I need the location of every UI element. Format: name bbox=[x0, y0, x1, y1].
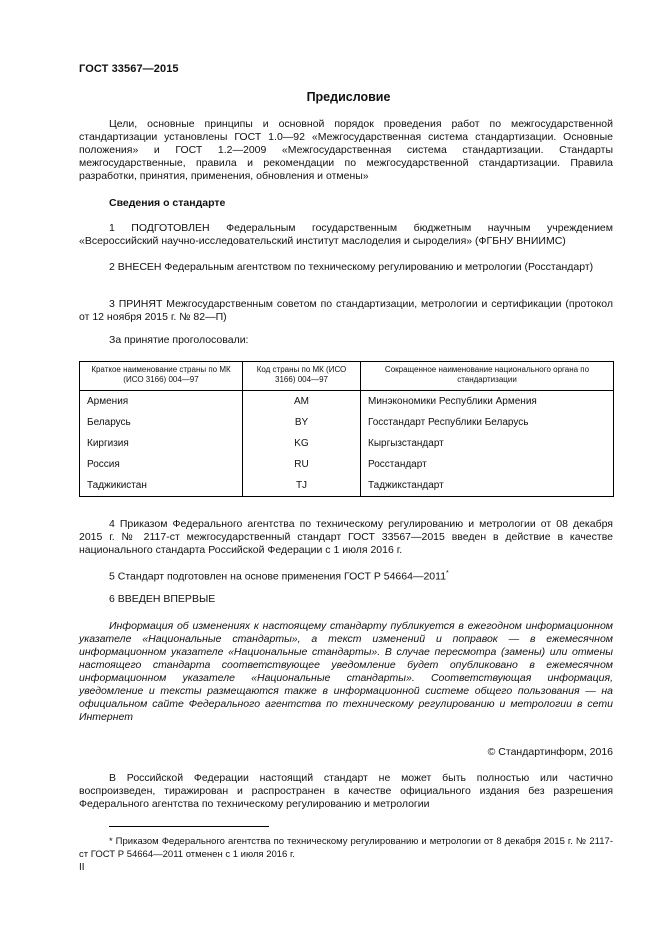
footnote bbox=[79, 835, 613, 861]
item-prepared bbox=[79, 222, 613, 248]
table-row bbox=[80, 391, 614, 413]
copyright: © Стандартинформ, 2016 bbox=[487, 746, 613, 758]
section-title: Сведения о стандарте bbox=[109, 197, 226, 209]
header-body: Сокращенное наименование национального органа по стандартизации bbox=[361, 362, 614, 391]
item-introduced-text: 2 ВНЕСЕН Федеральным агентством по техническому регулированию и метрологии (Росстандарт) bbox=[109, 261, 594, 273]
cell-country: Таджикистан bbox=[80, 475, 243, 497]
item-basis-text: 5 Стандарт подготовлен на основе применения ГОСТ Р 54664—2011 bbox=[109, 570, 447, 583]
footnote-mark: * bbox=[446, 570, 449, 577]
reproduction-notice bbox=[79, 772, 613, 811]
table-row bbox=[80, 475, 614, 497]
page-title-text: Предисловие bbox=[306, 90, 391, 104]
item-adopted-text: 3 ПРИНЯТ Межгосударственным советом по стандартизации, метрологии и сертификации (протокол от 12 ноября 2015 г. № 82—П) bbox=[79, 298, 613, 323]
cell-body: Росстандарт bbox=[361, 454, 614, 475]
table-header-row bbox=[80, 362, 614, 391]
cell-country: Киргизия bbox=[80, 433, 243, 454]
intro-text: Цели, основные принципы и основной порядок проведения работ по межгосударственной стандартизации установлены ГОСТ 1.0—92 «Межгосударственная система стандартизации. Основные положения» и ГОСТ 1.2—2009 «Межгосударственная система стандартизации. Стандарты межгосударственные, правила и рекомендации по межгосударственной стандартизации. Правила разработки, принятия, применения, обновления и отмены» bbox=[79, 118, 613, 182]
cell-code: RU bbox=[243, 454, 361, 475]
item-prepared-text: 1 ПОДГОТОВЛЕН Федеральным государственным бюджетным научным учреждением «Всероссийский научно-исследовательский институт маслоделия и сыроделия» (ФГБНУ ВНИИМС) bbox=[79, 222, 613, 247]
info-note-text: Информация об изменениях к настоящему стандарту публикуется в ежегодном информационном указателе «Национальные стандарты», а текст изменений и поправок — в ежемесячном информационном указателе «Национальные стандарты». В случае пересмотра (замены) или отмены настоящего стандарта соответствующее уведомление будет опубликовано в ежемесячном информационном указателе «Национальные стандарты». Соответствующая информация, уведомление и тексты размещаются также в информационной системе общего пользования — на официальном сайте Федерального агентства по техническому регулированию и метрологии в сети Интернет bbox=[79, 620, 613, 723]
item-order bbox=[79, 518, 613, 557]
voters-table bbox=[79, 361, 614, 497]
document-code: ГОСТ 33567—2015 bbox=[79, 63, 179, 75]
cell-country: Россия bbox=[80, 454, 243, 475]
footnote-text: * Приказом Федерального агентства по техническому регулированию и метрологии от 8 декабря 2015 г. № 2117-ст ГОСТ Р 54664—2011 отменен с 1 июля 2016 г. bbox=[79, 836, 613, 860]
cell-body: Таджикстандарт bbox=[361, 475, 614, 497]
cell-body: Кыргызстандарт bbox=[361, 433, 614, 454]
cell-code: AM bbox=[243, 391, 361, 413]
reproduction-text: В Российской Федерации настоящий стандарт не может быть полностью или частично воспроизведен, тиражирован и распространен в качестве официального издания без разрешения Федерального агентства по техническому регулированию и метрологии bbox=[79, 772, 613, 810]
page-title bbox=[0, 90, 661, 104]
header-country: Краткое наименование страны по МК (ИСО 3166) 004—97 bbox=[80, 362, 243, 391]
footnote-divider bbox=[109, 826, 269, 827]
voted-label: За принятие проголосовали: bbox=[109, 334, 249, 346]
table-row bbox=[80, 454, 614, 475]
cell-code: KG bbox=[243, 433, 361, 454]
cell-code: TJ bbox=[243, 475, 361, 497]
cell-body: Госстандарт Республики Беларусь bbox=[361, 412, 614, 433]
item-basis bbox=[109, 567, 643, 584]
item-introduced bbox=[79, 261, 613, 274]
cell-body: Минэкономики Республики Армения bbox=[361, 391, 614, 413]
cell-country: Беларусь bbox=[80, 412, 243, 433]
item-first: 6 ВВЕДЕН ВПЕРВЫЕ bbox=[109, 593, 216, 605]
item-adopted bbox=[79, 298, 613, 324]
page-number: II bbox=[79, 862, 85, 873]
item-order-text: 4 Приказом Федерального агентства по техническому регулированию и метрологии от 08 декабря 2015 г. № 2117-ст межгосударственный стандарт ГОСТ 33567—2015 введен в действие в качестве национального стандарта Российской Федерации с 1 июля 2016 г. bbox=[79, 518, 613, 556]
header-code: Код страны по МК (ИСО 3166) 004—97 bbox=[243, 362, 361, 391]
cell-code: BY bbox=[243, 412, 361, 433]
table-row bbox=[80, 433, 614, 454]
cell-country: Армения bbox=[80, 391, 243, 413]
intro-paragraph bbox=[79, 118, 613, 183]
info-note bbox=[79, 620, 613, 724]
table-row bbox=[80, 412, 614, 433]
